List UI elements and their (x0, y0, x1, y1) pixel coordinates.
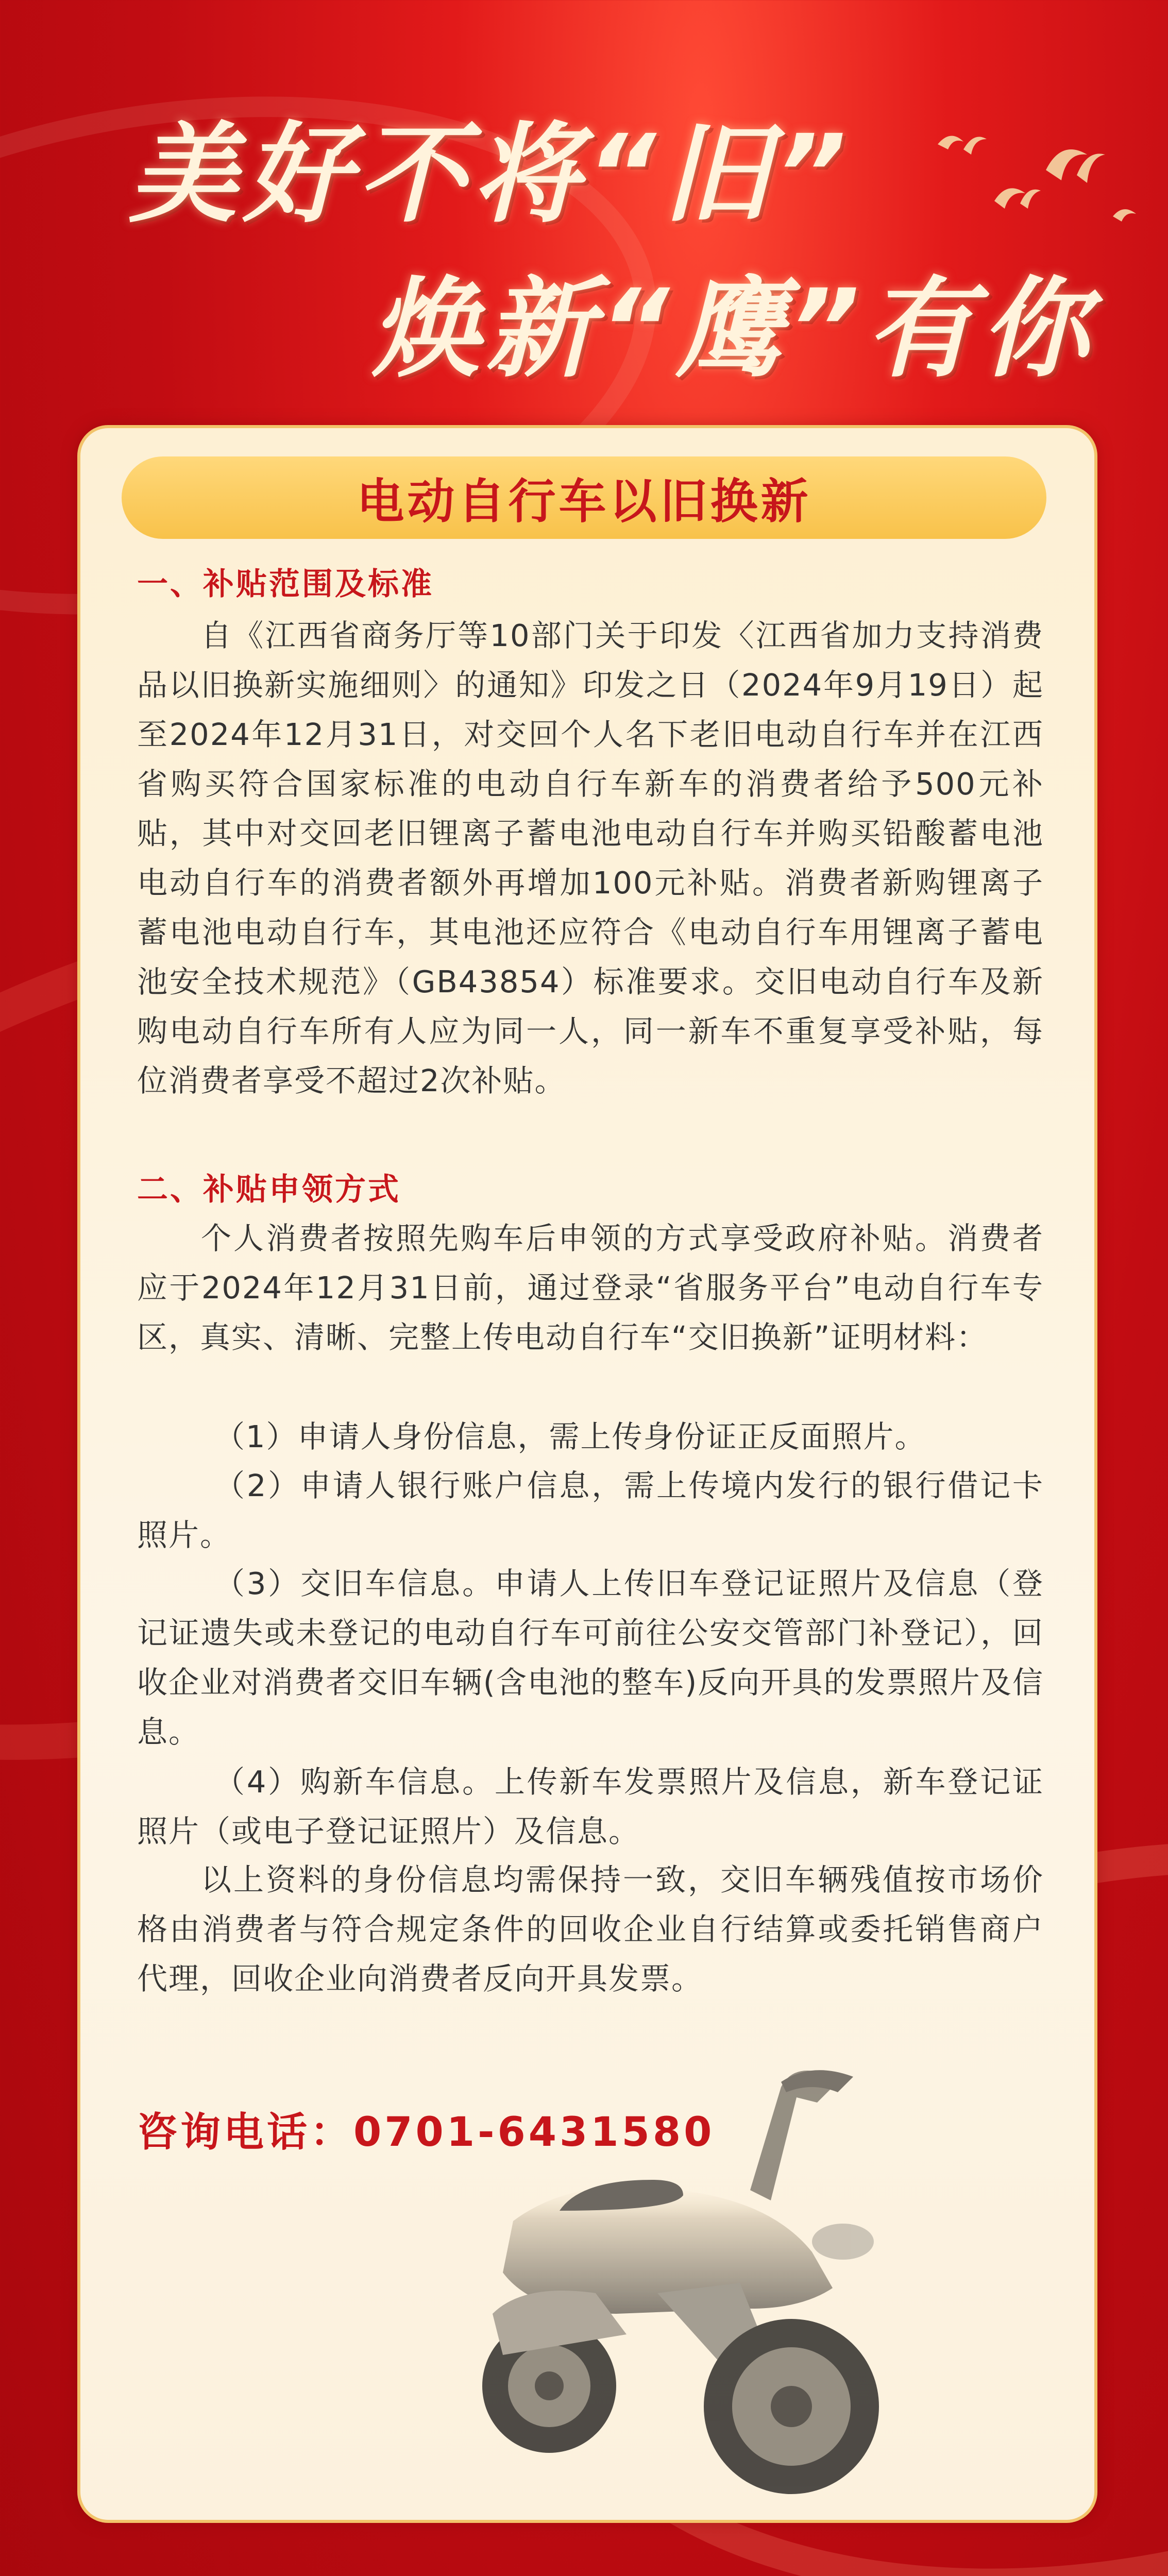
info-card (77, 425, 1097, 2523)
headline-line-1: 美好不将“旧” (129, 111, 853, 238)
requirement-item: （3）交旧车信息。申请人上传旧车登记证照片及信息（登记证遗失或未登记的电动自行车可前往公安交管部门补登记），回收企业对消费者交旧车辆(含电池的整车)反向开具的发票照片及信息。 (137, 1566, 1044, 1750)
requirement-item: （1）申请人身份信息，需上传身份证正反面照片。 (214, 1419, 926, 1454)
section-2-intro: 个人消费者按照先购车后申领的方式享受政府补贴。消费者应于2024年12月31日前，通过登录“省服务平台”电动自行车专区，真实、清晰、完整上传电动自行车“交旧换新”证明材料： (137, 1221, 1044, 1355)
requirement-item: （4）购新车信息。上传新车发票照片及信息，新车登记证照片（或电子登记证照片）及信息。 (137, 1764, 1044, 1849)
headline-line-2: 焕新“鹰”有你 (371, 266, 1095, 392)
hotline-phone: 咨询电话：0701-6431580 (137, 2109, 715, 2156)
flying-birds-icon (917, 113, 1154, 247)
hero-banner (0, 0, 1168, 422)
section-1-body: 自《江西省商务厅等10部门关于印发〈江西省加力支持消费品以旧换新实施细则〉的通知》印发之日（2024年9月19日）起至2024年12月31日，对交回个人名下老旧电动自行车并在江西省购买符合国家标准的电动自行车新车的消费者给予500元补贴，其中对交回老旧锂离子蓄电池电动自行车并购买铅酸蓄电池电动自行车的消费者额外再增加100元补贴。消费者新购锂离子蓄电池电动自行车，其电池还应符合《电动自行车用锂离子蓄电池安全技术规范》（GB43854）标准要求。交旧电动自行车及新购电动自行车所有人应为同一人，同一新车不重复享受补贴，每位消费者享受不超过2次补贴。 (137, 618, 1044, 1098)
section-2-closing: 以上资料的身份信息均需保持一致，交旧车辆残值按市场价格由消费者与符合规定条件的回收企业自行结算或委托销售商户代理，回收企业向消费者反向开具发票。 (137, 1862, 1044, 1996)
card-title: 电动自行车以旧换新 (357, 474, 811, 529)
section-1-heading: 一、补贴范围及标准 (137, 566, 434, 602)
card-title-banner (122, 456, 1046, 539)
scooter-icon (390, 2025, 915, 2515)
section-2-heading: 二、补贴申领方式 (137, 1172, 401, 1208)
requirement-item: （2）申请人银行账户信息，需上传境内发行的银行借记卡照片。 (137, 1468, 1044, 1553)
